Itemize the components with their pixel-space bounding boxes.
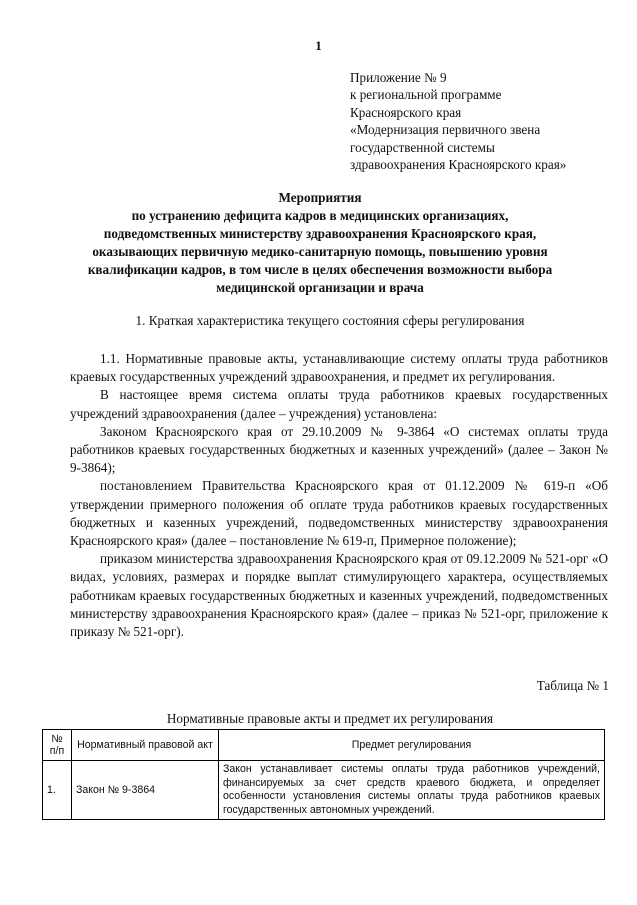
appendix-line: «Модернизация первичного звена <box>350 122 541 138</box>
appendix-line: государственной системы <box>350 139 495 155</box>
cell-subject: Закон устанавливает системы оплаты труда работников учреждений, финансируемых за счет средств краевого бюджета, и определяет особенности установления системы оплаты труда работников краевых государственных автономных учреждений. <box>219 761 605 820</box>
regulation-table <box>42 729 605 820</box>
title-line: по устранению дефицита кадров в медицинских организациях, <box>131 208 509 223</box>
appendix-line: Приложение № 9 <box>350 70 447 85</box>
cell-number: 1. <box>43 761 72 820</box>
section-heading: 1. Краткая характеристика текущего состояния сферы регулирования <box>135 313 525 328</box>
table-label: Таблица № 1 <box>536 678 609 693</box>
title-line: оказывающих первичную медико-санитарную помощь, повышению уровня <box>92 244 548 259</box>
cell-act: Закон № 9-3864 <box>72 761 219 820</box>
table-row <box>43 761 605 820</box>
appendix-line: к региональной программе <box>350 87 502 103</box>
header-subject: Предмет регулирования <box>219 730 605 761</box>
header-number: № п/п <box>43 730 72 761</box>
header-act: Нормативный правовой акт <box>72 730 219 761</box>
appendix-block <box>350 69 620 173</box>
paragraph: 1.1. Нормативные правовые акты, устанавливающие систему оплаты труда работников краевых государственных учреждений здравоохранения, и предмет их регулирования. <box>70 351 608 385</box>
title-line: медицинской организации и врача <box>216 280 424 295</box>
page-number: 1 <box>315 38 322 53</box>
body-text <box>70 350 608 641</box>
paragraph: постановлением Правительства Красноярского края от 01.12.2009 № 619-п «Об утверждении примерного положения об оплате труда работников краевых государственных бюджетных и казенных учреждений, подведомственных министерству здравоохранения Красноярского края» (далее – постановление № 619-п, Примерное положение); <box>70 478 608 549</box>
appendix-line: Красноярского края <box>350 104 462 120</box>
paragraph: В настоящее время система оплаты труда работников краевых государственных учреждений здравоохранения (далее – учреждения) установлена: <box>70 387 608 421</box>
paragraph: приказом министерства здравоохранения Красноярского края от 09.12.2009 № 521-орг «О видах, условиях, размерах и порядке выплат стимулирующего характера, осуществляемых работникам краевых государственных бюджетных и казенных учреждений, подведомственных министерству здравоохранения Красноярского края» (далее – приказ № 521-орг, приложение к приказу № 521-орг). <box>70 551 608 640</box>
paragraph: Законом Красноярского края от 29.10.2009 № 9-3864 «О системах оплаты труда работников краевых государственных бюджетных и казенных учреждений» (далее – Закон № 9-3864); <box>70 423 608 476</box>
appendix-line: здравоохранения Красноярского края» <box>350 157 567 173</box>
title-line: Мероприятия <box>278 190 362 205</box>
title-line: подведомственных министерству здравоохранения Красноярского края, <box>103 226 537 241</box>
title-line: квалификации кадров, в том числе в целях обеспечения возможности выбора <box>87 262 553 277</box>
document-title <box>70 189 570 297</box>
table-header-row <box>43 730 605 761</box>
table-caption: Нормативные правовые акты и предмет их регулирования <box>166 711 494 726</box>
